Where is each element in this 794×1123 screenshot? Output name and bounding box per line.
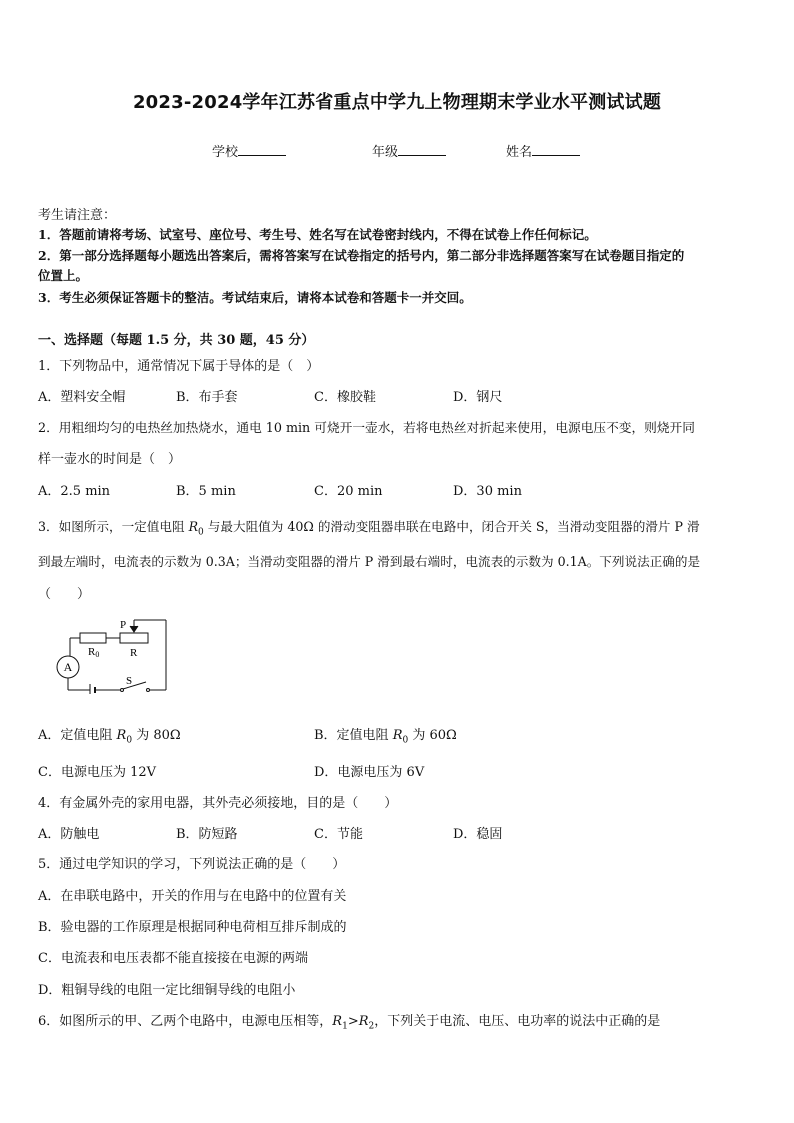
q5-option-c[interactable]: C．电流表和电压表都不能直接接在电源的两端 [38, 951, 308, 966]
ammeter-label: A [63, 660, 73, 674]
q4-option-a[interactable]: A．防触电 [38, 827, 100, 842]
q2-option-a[interactable]: A．2.5 min [38, 484, 111, 499]
q1-option-d[interactable]: D．钢尺 [453, 390, 503, 405]
grade-blank[interactable] [398, 143, 446, 156]
q3-r0-symbol: R [188, 519, 199, 534]
q5-option-d[interactable]: D．粗铜导线的电阻一定比细铜导线的电阻小 [38, 983, 296, 998]
r0-resistor [80, 633, 106, 643]
school-blank[interactable] [238, 143, 286, 156]
q2-option-c[interactable]: C．20 min [314, 484, 383, 499]
q4-option-d[interactable]: D．稳固 [453, 827, 503, 842]
s-label: S [126, 675, 133, 687]
q5-option-a[interactable]: A．在串联电路中，开关的作用与在电路中的位置有关 [38, 889, 347, 904]
rheostat [120, 633, 148, 643]
q3-option-a[interactable]: A．定值电阻 $R_0$ 为 80Ω [38, 728, 181, 746]
q2-option-b[interactable]: B．5 min [176, 484, 236, 499]
q3-option-c[interactable]: C．电源电压为 12V [38, 765, 157, 780]
q3-stem-line2: 到最左端时，电流表的示数为 0.3A；当滑动变阻器的滑片 P 滑到最右端时，电流表的示数为 0.1A。下列说法正确的是 [38, 554, 701, 569]
q3-circuit-diagram [50, 612, 180, 694]
q3-stem-text-b: 与最大阻值为 40Ω 的滑动变阻器串联在电路中，闭合开关 S，当滑动变阻器的滑片 P 滑 [203, 519, 700, 534]
notice-heading: 考生请注意： [38, 208, 117, 223]
q3-option-b[interactable]: B．定值电阻 $R_0$ 为 60Ω [314, 728, 457, 746]
notice-item-2: 2．第一部分选择题每小题选出答案后，需将答案写在试卷指定的括号内，第二部分非选择题答案写在试卷题目指定的 [38, 248, 685, 263]
section-heading: 一、选择题（每题 1.5 分，共 30 题，45 分） [38, 333, 315, 348]
q1-stem: 1．下列物品中，通常情况下属于导体的是（ ） [38, 359, 320, 374]
grade-label: 年级 [372, 145, 399, 160]
q3-option-d[interactable]: D．电源电压为 6V [314, 765, 425, 780]
q2-option-d[interactable]: D．30 min [453, 484, 522, 499]
school-field[interactable] [212, 141, 286, 160]
grade-field[interactable] [372, 141, 446, 160]
notice-item-1: 1．答题前请将考场、试室号、座位号、考生号、姓名写在试卷密封线内，不得在试卷上作任何标记。 [38, 227, 597, 242]
q4-option-c[interactable]: C．节能 [314, 827, 363, 842]
r0-label: R0 [88, 646, 100, 659]
q3-stem-line1 [38, 516, 700, 538]
page-title: 2023-2024学年江苏省重点中学九上物理期末学业水平测试试题 [132, 92, 662, 113]
name-field[interactable] [506, 141, 580, 160]
q4-stem: 4．有金属外壳的家用电器，其外壳必须接地，目的是（ ） [38, 796, 398, 811]
q5-option-b[interactable]: B．验电器的工作原理是根据同种电荷相互排斥制成的 [38, 920, 347, 935]
notice-item-3: 3．考生必须保证答题卡的整洁。考试结束后，请将本试卷和答题卡一并交回。 [38, 290, 472, 305]
r-label: R [130, 647, 138, 659]
q3-r0-subscript: 0 [198, 527, 204, 538]
name-blank[interactable] [532, 143, 580, 156]
p-label: P [120, 619, 127, 631]
q4-option-b[interactable]: B．防短路 [176, 827, 238, 842]
name-label: 姓名 [506, 145, 533, 160]
q2-stem-line1: 2．用粗细均匀的电热丝加热烧水，通电 10 min 可烧开一壶水，若将电热丝对折起来使用，电源电压不变，则烧开同 [38, 420, 695, 435]
school-label: 学校 [212, 145, 239, 160]
q1-option-a[interactable]: A．塑料安全帽 [38, 390, 126, 405]
q3-stem-text-a: 3．如图所示，一定值电阻 [38, 519, 189, 534]
q6-stem: 6．如图所示的甲、乙两个电路中，电源电压相等，$R_1>R_2$，下列关于电流、电压、电功率的说法中正确的是 [38, 1014, 661, 1032]
notice-item-2-cont: 位置上。 [38, 268, 89, 283]
q1-option-b[interactable]: B．布手套 [176, 390, 238, 405]
q1-option-c[interactable]: C．橡胶鞋 [314, 390, 376, 405]
q2-stem-line2: 样一壶水的时间是（ ） [38, 452, 182, 467]
q3-stem-line3: （ ） [38, 587, 91, 602]
q5-stem: 5．通过电学知识的学习，下列说法正确的是（ ） [38, 857, 346, 872]
